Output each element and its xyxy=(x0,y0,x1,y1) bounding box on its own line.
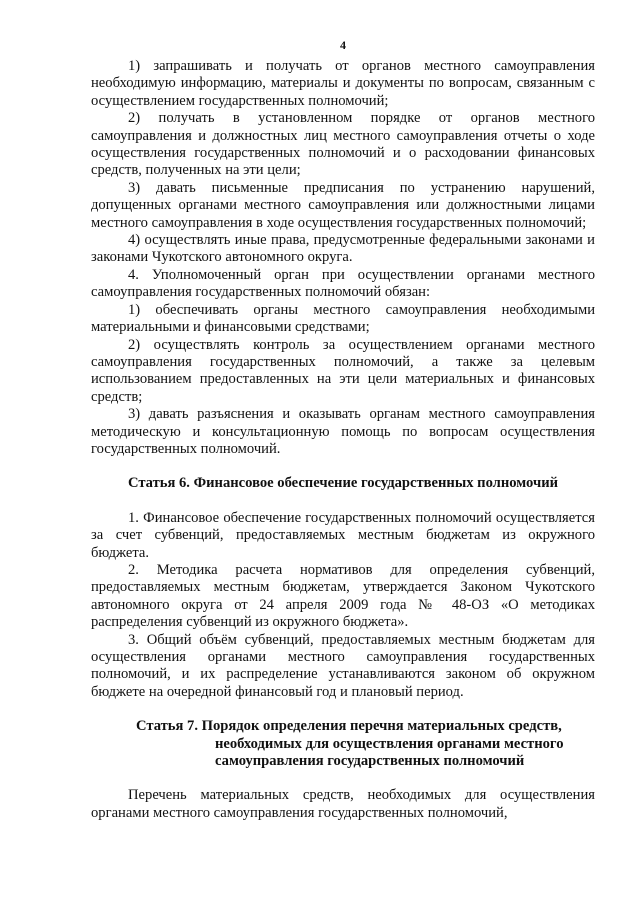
article-7-heading-line: самоуправления государственных полномочий xyxy=(215,753,525,770)
paragraph: Перечень материальных средств, необходимых для осуществления органами местного самоуправления государственных полномочий, xyxy=(91,787,595,821)
paragraph: 3) давать письменные предписания по устранению нарушений, допущенных органами местного самоуправления или должностными лицами местного самоуправления в ходе осуществления государственных полномочий; xyxy=(91,179,595,231)
paragraph: 2) получать в установленном порядке от органов местного самоуправления и должностных лиц местного самоуправления отчеты о ходе осуществления государственных полномочий и о расходовании финансовых средств, полученных на эти цели; xyxy=(91,110,595,179)
paragraph: 2. Методика расчета нормативов для определения субвенций, предоставляемых местным бюджетам, утверждается Законом Чукотского автономного округа от 24 апреля 2009 года № 48-ОЗ «О методиках распределения субвенций из окружного бюджета». xyxy=(91,561,595,631)
article-6-heading: Статья 6. Финансовое обеспечение государственных полномочий xyxy=(127,475,559,492)
document-page xyxy=(91,38,595,822)
article-7-heading xyxy=(91,718,595,770)
page-number: 4 xyxy=(340,38,346,52)
article-7-heading-line: Статья 7. Порядок определения перечня материальных средств, xyxy=(136,718,562,735)
article-7-heading-line: необходимых для осуществления органами местного xyxy=(215,735,564,752)
paragraph: 1) запрашивать и получать от органов местного самоуправления необходимую информацию, материалы и документы по вопросам, связанным с осуществлением государственных полномочий; xyxy=(91,58,595,109)
article-6-body xyxy=(91,510,595,701)
paragraph: 1. Финансовое обеспечение государственных полномочий осуществляется за счет субвенций, предоставляемых местным бюджетам из окружного бюджета. xyxy=(91,509,595,561)
paragraph: 3) давать разъяснения и оказывать органам местного самоуправления методическую и консультационную помощь по вопросам осуществления государственных полномочий. xyxy=(91,406,595,457)
rights-list xyxy=(91,58,595,458)
paragraph: 2) осуществлять контроль за осуществлением органами местного самоуправления государственных полномочий, а также за целевым использованием предоставленных на эти цели материальных и финансовых средств; xyxy=(91,336,595,405)
paragraph: 3. Общий объём субвенций, предоставляемых местным бюджетам для осуществления органами местного самоуправления государственных полномочий, и их распределение устанавливаются законом об окружном бюджете на очередной финансовый год и плановый период. xyxy=(91,631,595,700)
paragraph: 1) обеспечивать органы местного самоуправления необходимыми материальными и финансовыми средствами; xyxy=(91,301,595,336)
paragraph: 4. Уполномоченный орган при осуществлении органами местного самоуправления государственных полномочий обязан: xyxy=(91,266,595,301)
paragraph: 4) осуществлять иные права, предусмотренные федеральными законами и законами Чукотского автономного округа. xyxy=(91,232,595,266)
